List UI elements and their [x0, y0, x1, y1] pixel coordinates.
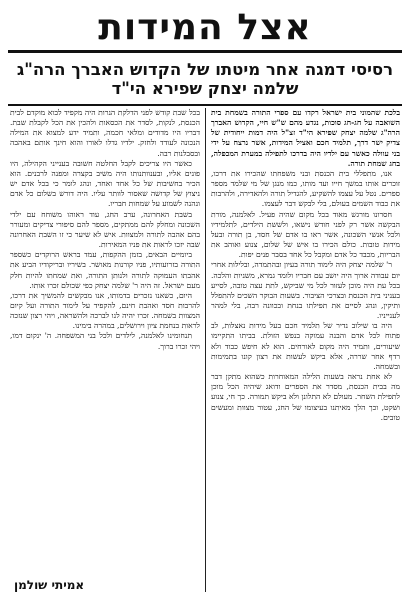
masthead	[8, 6, 402, 53]
article-title: אצל המידות	[98, 7, 312, 48]
subtitle-divider	[8, 104, 402, 106]
column-left	[8, 108, 205, 592]
column-right	[205, 108, 402, 592]
article-page	[8, 6, 402, 592]
body-paragraph: תנחומינו לאלמנה, לילדים ולכל בני המשפחה. ה' ינקום דמו, ויהי זכרו ברוך.	[10, 331, 200, 351]
body-paragraph: בכל שבת קודש לפני הדלקת הנרות היה מקפיד לבוא מוקדם לבית הכנסת, לנקות, לסדר את הכסאות ולהכין את הכל לקבלת שבת. דבריו היו מדודים ומלאי חכמה, ותמיד ידע למצוא את המילה הנכונה לעודד ולחזק. ילדיו גדלו לאורו והוא חינך אותם באהבה ובסבלנות רבה.	[10, 108, 200, 158]
body-paragraph: חסרונו מורגש מאוד בכל מקום שהיה פעיל. לאלמנה, מורת הבקשה אשר רק לפני חודש נישאו, ולששת הילדים, לתלמידיו ולכל אנשי השכונה, אשר ראו בו אדם של חסד, בן תורה ובעל מידות טובות. כולם הכירו בו איש של שלום, צנוע ואוהב את הבריות, מכבד כל אדם ומקבל כל אחד בסבר פנים יפות.	[211, 209, 400, 260]
body-paragraph: בשבת האחרונה, ערב החג, עוד ראוהו משוחח עם ילדי השכונה ומחלק להם ממתקים, מספר להם סיפורי צדיקים ומעורר בהם אהבה לתורה ולמצוות. איש לא שיער כי זו השבת האחרונה שבה יזכו לראות את פניו המאירות.	[10, 209, 200, 250]
body-paragraph: ביומיים הבאים, בזמן ההקפות, עמד בראש הרוקדים כשספר התורה בזרועותיו, פניו קורנות מאושר. בשיריו ובריקודיו הביע את אהבתו העמוקה לתורה ולנותן התורה, ואת שמחתו להיות חלק מעם ישראל. זה היה ר' שלמה יצחק כפי שכולם זכרו אותו.	[10, 250, 200, 290]
article-body	[8, 108, 402, 592]
body-paragraph: היום, כשאנו נזכרים בדמותו, אנו מבקשים להמשיך את דרכו, להרבות חסד ואהבת חינם, להקפיד על לימוד התורה ועל קיום המצוות בשמחה. זכרו יהיה לנו לברכה ולהשראה, ויהי רצון שנזכה לראות בנחמת ציון וירושלים, במהרה בימינו.	[10, 290, 200, 331]
body-paragraph: היה בו שילוב נדיר של תלמיד חכם בעל מידות נאצלות, לב פתוח לכל אדם והבנה עמוקה בנפש הזולת. בביתו התקיימו שיעורים, ותמיד היה מקום לאורחים. הוא לא חיפש כבוד ולא רדף אחר שררה, אלא ביקש לעשות את רצון קונו בתמימות ובשמחה.	[211, 321, 400, 371]
body-paragraph: כאשר היו צריכים לקבל החלטה חשובה בענייני הקהילה, היו פונים אליו, ובענוותנותו היה משיב בקצרה ומפנה לרבנים. הוא הכיר בחשיבות של כל אחד ואחד, ונהג לומר כי בכל אדם יש ניצוץ של קדושה שאסור לוותר עליו. היה דורש בשלום כל אדם ונהנה לשמוע על שמחות חבריו.	[10, 158, 200, 209]
lead-paragraph: בלכת שהמוני בית ישראל רקדו עם ספרי התורה בשמחת בית השואבה על חג-חג סוכות, נגדע מהם ש"ש חיי, הקדוש האברך הרה"ג שלמה יצחק שפירא הי"ד זצ"ל היה דמות ייחודית של צדיק ישר דרך, תלמיד חכם ואציל המידות, אשר נרצח על ידי בני עוולה כאשר עם ילדיו היה בדרכו לתפילה במערת המכפלה, בחג שמחת תורה.	[211, 108, 400, 168]
author-byline: אמיתי שולמן	[14, 577, 85, 592]
body-paragraph: ר' שלמה יצחק היה לימוד תורה בעיון ובהתמדה, ובלילות אחרי יום עבודה ארוך היה יושב עם חבריו ולומד גמרא, משניות והלכה. בכל עת היה מוכן לעזור לכל מי שביקש, לתת עצה טובה, לסייע בעניני בית הכנסת ובצרכי הציבור. בשעות הבוקר השכים להתפלל ותיקין, ונהג לסיים את תפילתו בנחת ובכוונה רבה, בלי למהר לענייניו.	[211, 260, 400, 321]
article-subtitle: רסיסי דמגה אחר מיטתו של הקדוש האברך הרה"ג שלמה יצחק שפירא הי"ד	[16, 60, 394, 98]
body-paragraph: לא אחת נראה בשעות הלילה המאוחרות כשהוא מתקן דבר מה בבית הכנסת, מסדר את הספרים ודואג שיהיה הכל מוכן לתפילת השחר. מעולם לא התלונן ולא ביקש תמורה. כך חי, צנוע ושקט, וכך הלך מאיתנו בעיצומו של החג, עטור מצוות ומעשים טובים.	[211, 372, 400, 422]
body-paragraph: אנו, מתפללי בית הכנסת ובני משפחתו שהכירו את דרכו, זוכרים אותו במשך חייו ועד מותו, כמו מנגן של מי שלמד מספר ספרים. נטל על עצמו להשקיע, להגדיל תורה ולהאדירה, ולהרבות את כבוד השמים בעולם, בלי לבקש דבר לעצמו.	[211, 168, 400, 209]
